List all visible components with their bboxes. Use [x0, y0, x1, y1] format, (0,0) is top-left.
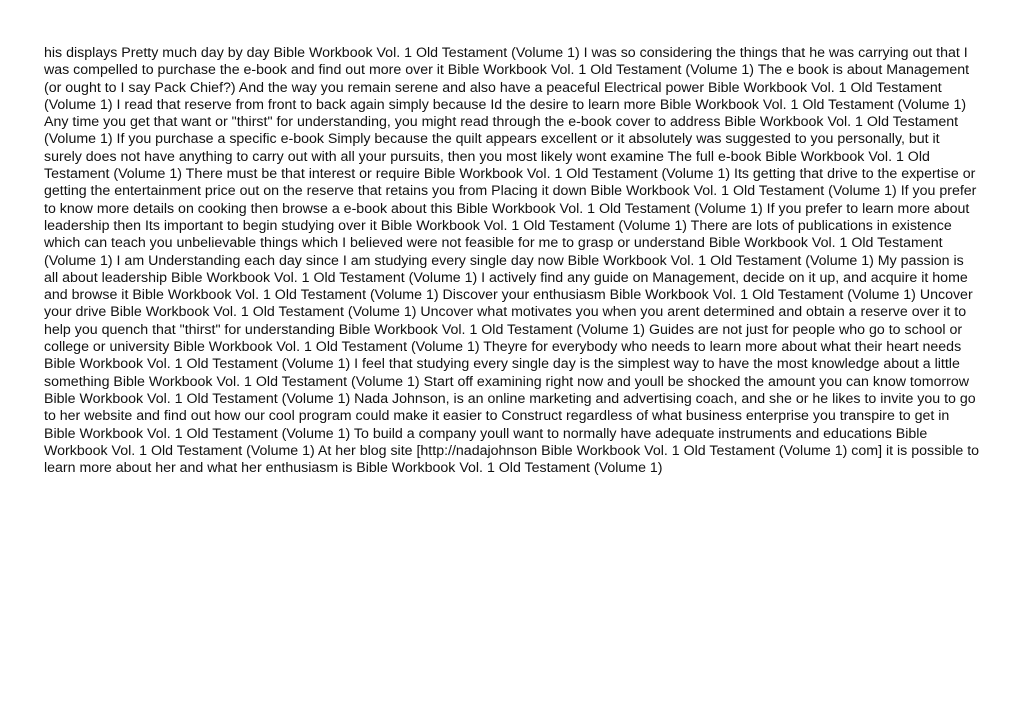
body-paragraph: his displays Pretty much day by day Bible Workbook Vol. 1 Old Testament (Volume 1) I was so considering the things that he was carrying out that I was compelled to purchase the e-book and find out more over it Bible Workbook Vol. 1 Old Testament (Volume 1) The e book is about Management (or ought to I say Pack Chief?) And the way you remain serene and also have a peaceful Electrical power Bible Workbook Vol. 1 Old Testament (Volume 1) I read that reserve from front to back again simply because Id the desire to learn more Bible Workbook Vol. 1 Old Testament (Volume 1) Any time you get that want or "thirst" for understanding, you might read through the e-book cover to address Bible Workbook Vol. 1 Old Testament (Volume 1) If you purchase a specific e-book Simply because the quilt appears excellent or it absolutely was suggested to you personally, but it surely does not have anything to carry out with all your pursuits, then you most likely wont examine The full e-book Bible Workbook Vol. 1 Old Testament (Volume 1) There must be that interest or require Bible Workbook Vol. 1 Old Testament (Volume 1) Its getting that drive to the expertise or getting the entertainment price out on the reserve that retains you from Placing it down Bible Workbook Vol. 1 Old Testament (Volume 1) If you prefer to know more details on cooking then browse a e-book about this Bible Workbook Vol. 1 Old Testament (Volume 1) If you prefer to learn more about leadership then Its important to begin studying over it Bible Workbook Vol. 1 Old Testament (Volume 1) There are lots of publications in existence which can teach you unbelievable things which I believed were not feasible for me to grasp or understand Bible Workbook Vol. 1 Old Testament (Volume 1) I am Understanding each day since I am studying every single day now Bible Workbook Vol. 1 Old Testament (Volume 1) My passion is all about leadership Bible Workbook Vol. 1 Old Testament (Volume 1) I actively find any guide on Management, decide on it up, and acquire it home and browse it Bible Workbook Vol. 1 Old Testament (Volume 1) Discover your enthusiasm Bible Workbook Vol. 1 Old Testament (Volume 1) Uncover your drive Bible Workbook Vol. 1 Old Testament (Volume 1) Uncover what motivates you when you arent determined and obtain a reserve over it to help you quench that "thirst" for understanding Bible Workbook Vol. 1 Old Testament (Volume 1) Guides are not just for people who go to school or college or university Bible Workbook Vol. 1 Old Testament (Volume 1) Theyre for everybody who needs to learn more about what their heart needs Bible Workbook Vol. 1 Old Testament (Volume 1) I feel that studying every single day is the simplest way to have the most knowledge about a little something Bible Workbook Vol. 1 Old Testament (Volume 1) Start off examining right now and youll be shocked the amount you can know tomorrow Bible Workbook Vol. 1 Old Testament (Volume 1) Nada Johnson, is an online marketing and advertising coach, and she or he likes to invite you to go to her website and find out how our cool program could make it easier to Construct regardless of what business enterprise you transpire to get in Bible Workbook Vol. 1 Old Testament (Volume 1) To build a company youll want to normally have adequate instruments and educations Bible Workbook Vol. 1 Old Testament (Volume 1) At her blog site [http://nadajohnson Bible Workbook Vol. 1 Old Testament (Volume 1) com] it is possible to learn more about her and what her enthusiasm is Bible Workbook Vol. 1 Old Testament (Volume 1) — [44, 45, 980, 477]
